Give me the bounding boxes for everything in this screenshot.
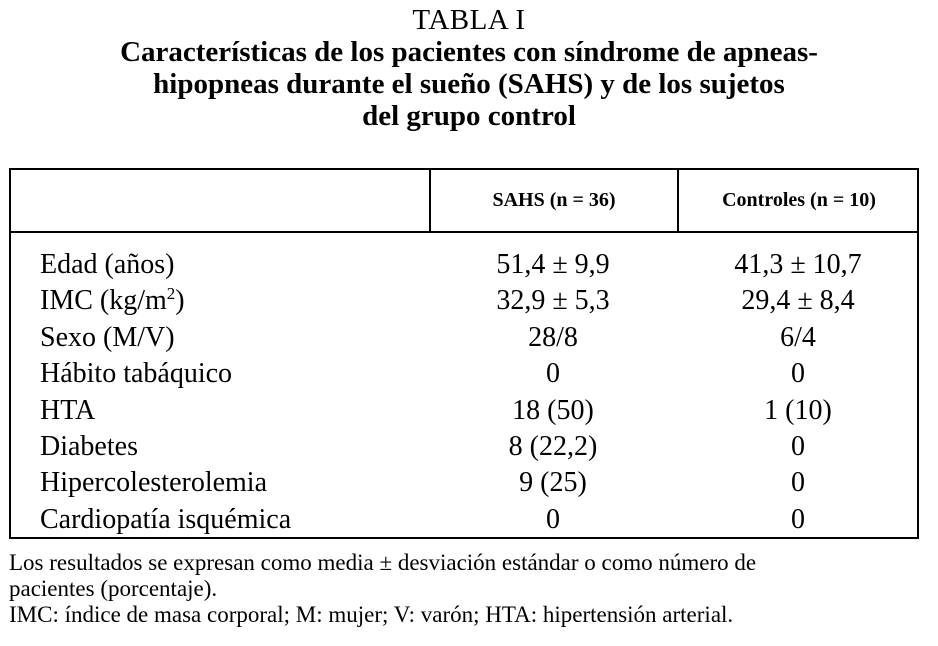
footnote-line: Los resultados se expresan como media ± desviación estándar o como número de — [9, 550, 757, 575]
table-body — [11, 247, 917, 538]
row-label: Diabetes — [40, 430, 138, 462]
superscript: 2 — [166, 284, 176, 304]
caption-line: Características de los pacientes con síndrome de apneas- — [120, 36, 818, 68]
table-caption — [0, 36, 938, 132]
sahs-value: 51,4 ± 9,9 — [496, 249, 610, 280]
header-sahs: SAHS (n = 36) — [492, 189, 616, 211]
control-value: 6/4 — [780, 321, 816, 353]
header-controles: Controles (n = 10) — [722, 189, 876, 211]
row-label-text: IMC (kg/m — [40, 285, 167, 317]
row-label: Cardiopatía isquémica — [40, 503, 292, 535]
table-footnotes — [9, 550, 934, 628]
row-label-text: ) — [175, 285, 185, 317]
footnote-line: IMC: índice de masa corporal; M: mujer; V: varón; HTA: hipertensión arterial. — [9, 602, 734, 627]
table-row — [11, 247, 917, 283]
row-label: Hipercolesterolemia — [40, 467, 268, 499]
sahs-value: 9 (25) — [519, 467, 587, 499]
footnote-line: pacientes (porcentaje). — [9, 576, 218, 601]
row-label — [40, 283, 185, 319]
sahs-value: 0 — [546, 358, 560, 390]
data-table — [9, 168, 919, 539]
table-row — [11, 283, 917, 319]
control-value: 0 — [791, 358, 805, 390]
row-label: Sexo (M/V) — [40, 321, 175, 353]
table-row — [11, 393, 917, 429]
control-value: 29,4 ± 8,4 — [741, 285, 855, 317]
caption-line: hipopneas durante el sueño (SAHS) y de los sujetos — [153, 68, 785, 100]
sahs-value: 28/8 — [528, 321, 578, 353]
row-label: HTA — [40, 394, 96, 426]
control-value: 0 — [791, 467, 805, 499]
sahs-value: 32,9 ± 5,3 — [496, 285, 610, 317]
control-value: 1 (10) — [764, 394, 832, 426]
control-value: 0 — [791, 430, 805, 462]
sahs-value: 8 (22,2) — [508, 430, 598, 462]
table-row — [11, 356, 917, 392]
sahs-value: 0 — [546, 503, 560, 535]
table-row — [11, 429, 917, 465]
sahs-value: 18 (50) — [512, 394, 594, 426]
row-label: Hábito tabáquico — [40, 358, 233, 390]
row-label: Edad (años) — [40, 249, 175, 280]
header-empty-cell — [11, 170, 429, 231]
table-row — [11, 465, 917, 501]
table-row — [11, 320, 917, 356]
table-number: TABLA I — [412, 4, 526, 36]
table-row — [11, 502, 917, 538]
control-value: 0 — [791, 503, 805, 535]
caption-line: del grupo control — [362, 100, 576, 132]
table-header-row — [11, 170, 917, 233]
table-title-block — [0, 0, 938, 132]
control-value: 41,3 ± 10,7 — [734, 249, 862, 280]
